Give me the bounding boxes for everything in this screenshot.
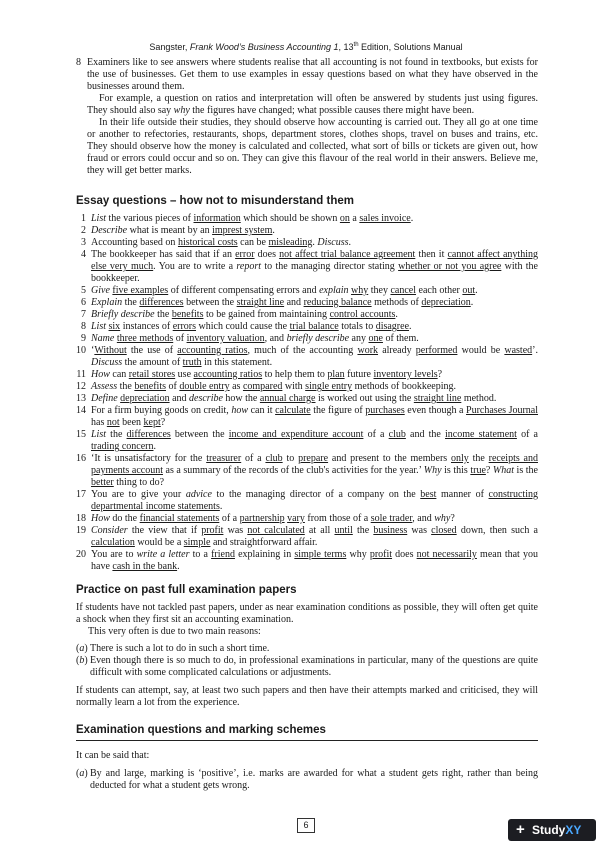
essay-question-item: 8 List six instances of errors which could cause the trial balance totals to disagree.: [76, 321, 538, 333]
page-content: [76, 57, 538, 792]
question-number: 17: [76, 489, 86, 500]
intro-paragraph-1: Examiners like to see answers where students realise that all accounting is not found in textbooks, but exists for the use of businesses. Get them to use examples in essay questions based on what they have observed in the businesses around them.: [87, 57, 538, 92]
essay-question-item: 14 For a firm buying goods on credit, how can it calculate the figure of purchases even though a Purchases Journal has not been kept?: [76, 405, 539, 428]
practice-paragraph-3: If students can attempt, say, at least two such papers and then have their attempts marked and criticised, they will normally learn a lot from the experience.: [76, 685, 538, 708]
question-number: 1: [81, 213, 86, 224]
question-number: 15: [76, 429, 86, 440]
essay-question-item: 9 Name three methods of inventory valuation, and briefly describe any one of them.: [76, 333, 538, 345]
essay-question-item: 1 List the various pieces of information which should be shown on a sales invoice.: [76, 213, 538, 225]
essay-question-item: 5 Give five examples of different compensating errors and explain why they cancel each other out.: [76, 285, 538, 297]
question-number: 14: [76, 405, 86, 416]
essay-question-item: 13 Define depreciation and describe how the annual charge is worked out using the straight line method.: [76, 393, 497, 404]
marking-points-list: [76, 768, 538, 792]
essay-question-item: 2 Describe what is meant by an imprest system.: [76, 225, 538, 237]
question-number: 19: [76, 525, 86, 536]
marking-paragraph-1: It can be said that:: [76, 750, 150, 761]
question-number: 20: [76, 549, 86, 560]
question-number: 6: [81, 297, 86, 308]
practice-paragraph-2: This very often is due to two main reasons:: [88, 626, 261, 637]
running-header: Sangster, Frank Wood’s Business Accounting 1, 13th Edition, Solutions Manual: [149, 42, 463, 52]
question-number: 12: [76, 381, 86, 392]
item-label: (b): [76, 655, 88, 666]
essay-question-item: 12 Assess the benefits of double entry as compared with single entry methods of bookkeeping.: [76, 381, 456, 392]
essay-questions-list: [76, 213, 538, 573]
essay-question-item: 17 You are to give your advice to the managing director of a company on the best manner of constructing departmental income statements.: [76, 489, 538, 512]
marking-heading: Examination questions and marking schemes: [76, 723, 538, 741]
logo-wordmark: StudyXY: [532, 823, 582, 837]
question-number: 3: [81, 237, 86, 248]
essay-question-item: 19 Consider the view that if profit was not calculated at all until the business was closed down, then such a calculation would be a simple and straightforward affair.: [76, 525, 539, 548]
question-number: 10: [76, 345, 86, 356]
question-number: 11: [76, 369, 86, 380]
question-number: 18: [76, 513, 86, 524]
essay-question-item: 18 How do the financial statements of a partnership vary from those of a sole trader, and why?: [76, 513, 455, 524]
page-number: 6: [297, 818, 315, 833]
question-number: 9: [81, 333, 86, 344]
lettered-item: (a) By and large, marking is ‘positive’, i.e. marks are awarded for what a student gets right, rather than being deducted for what a student gets wrong.: [76, 768, 538, 791]
practice-heading: Practice on past full examination papers: [76, 584, 297, 596]
plus-icon: +: [516, 821, 525, 838]
intro-point-8: 8 Examiners like to see answers where students realise that all accounting is not found in textbooks, but exists for the use of businesses. Get them to use examples in essay questions based on what they have observed in the businesses around them. For example, a question on ratios and interpretation will often be answered by students just using figures. They should also say why the figures have changed; what possible causes there might have been. In their life outside their studies, they should observe how accounting is carried out. They all go at one time or another to refectories, restaurants, shops, department stores, clothes shops, travel on buses and trains, etc. They should observe how the money is calculated and collected, what sort of bills or tickets are given out, how fraud or errors could occur and so on. They can give this flavour of the real world in their answers. Believe me, they will get better marks.: [76, 57, 538, 176]
question-number: 13: [76, 393, 86, 404]
essay-questions-heading: Essay questions – how not to misunderstand them: [76, 195, 354, 207]
question-number: 5: [81, 285, 86, 296]
essay-question-item: 6 Explain the differences between the straight line and reducing balance methods of depreciation.: [76, 297, 538, 309]
question-number: 2: [81, 225, 86, 236]
essay-question-item: 15 List the differences between the income and expenditure account of a club and the income statement of a trading concern.: [76, 429, 538, 452]
intro-paragraph-2: For example, a question on ratios and interpretation will often be answered by students just using figures. They should also say why the figures have changed; what possible causes there might have been.: [87, 93, 538, 116]
item-label: (a): [76, 768, 88, 779]
question-number: 7: [81, 309, 86, 320]
essay-question-item: 3 Accounting based on historical costs can be misleading. Discuss.: [76, 237, 538, 249]
item-label: (a): [76, 643, 88, 654]
lettered-item: (a) There is such a lot to do in such a short time.: [76, 643, 270, 654]
question-number: 16: [76, 453, 86, 464]
intro-paragraph-3: In their life outside their studies, they should observe how accounting is carried out. They all go at one time or another to refectories, restaurants, shops, department stores, clothes shops, travel on buses and trains, etc. They should observe how the money is calculated and collected, what sort of bills or tickets are given out, how fraud or errors could occur and so on. They can give this flavour of the real world in their answers. Believe me, they will get better marks.: [87, 117, 538, 176]
studyxy-logo: [508, 819, 596, 841]
question-number: 8: [81, 321, 86, 332]
practice-paragraph-1: If students have not tackled past papers, under as near examination conditions as possible, they will often get quite a shock when they first sit an accounting examination.: [76, 602, 538, 625]
essay-question-item: 10 ‘Without the use of accounting ratios, much of the accounting work already performed would be wasted’. Discuss the amount of truth in this statement.: [76, 345, 538, 368]
practice-reasons-list: [76, 643, 538, 679]
essay-question-item: 20 You are to write a letter to a friend explaining in simple terms why profit does not necessarily mean that you have cash in the bank.: [76, 549, 538, 572]
essay-question-item: 7 Briefly describe the benefits to be gained from maintaining control accounts.: [76, 309, 538, 321]
essay-question-item: 16 ‘It is unsatisfactory for the treasurer of a club to prepare and present to the members only the receipts and payments account as a summary of the records of the club's activities for the year.’ Why is this true? What is the better thing to do?: [76, 453, 538, 488]
question-number: 4: [81, 249, 86, 260]
lettered-item: (b) Even though there is so much to do, in professional examinations in particular, many of the questions are quite difficult with some complicated calculations or adjustments.: [76, 655, 538, 678]
essay-question-item: 4 The bookkeeper has said that if an error does not affect trial balance agreement then it cannot affect anything else very much. You are to write a report to the managing director stating whether or not you agree with the bookkeeper.: [76, 249, 538, 285]
essay-question-item: 11 How can retail stores use accounting ratios to help them to plan future inventory levels?: [76, 369, 538, 381]
